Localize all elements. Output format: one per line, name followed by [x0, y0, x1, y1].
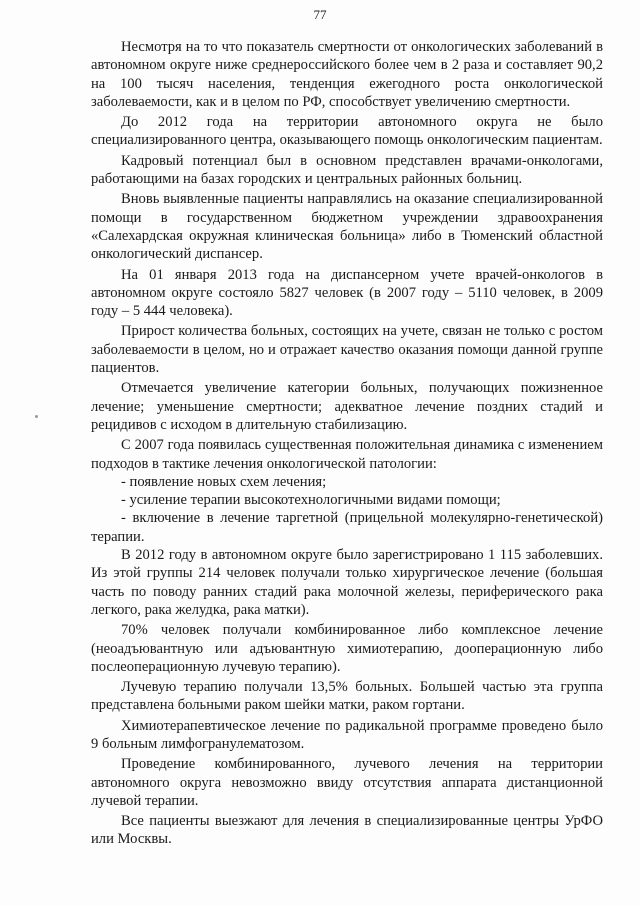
- paragraph: Все пациенты выезжают для лечения в специализированные центры УрФО или Москвы.: [91, 813, 603, 848]
- paragraph: 70% человек получали комбинированное либо комплексное лечение (неоадъювантную или адъювантную химиотерапию, дооперационную либо послеоперационную лучевую терапию).: [91, 622, 603, 675]
- paragraph: В 2012 году в автономном округе было зарегистрировано 1 115 заболевших. Из этой группы 214 человек получали только хирургическое лечение (большая часть по поводу ранних стадий рака молочной железы, периферического рака легкого, рака желудка, рака матки).: [91, 547, 603, 618]
- paragraph: Прирост количества больных, состоящих на учете, связан не только с ростом заболеваемости в целом, но и отражает качество оказания помощи данной группе пациентов.: [91, 323, 603, 377]
- paragraph: До 2012 года на территории автономного округа не было специализированного центра, оказывающего помощь онкологическим пациентам.: [91, 114, 603, 149]
- scan-speck: [35, 415, 38, 418]
- list-item: - включение в лечение таргетной (прицельной молекулярно-генетической) терапии.: [91, 510, 603, 545]
- list-item: - усиление терапии высокотехнологичными видами помощи;: [121, 492, 501, 509]
- paragraph: Несмотря на то что показатель смертности от онкологических заболеваний в автономном округе ниже среднероссийского более чем в 2 раза и составляет 90,2 на 100 тысяч населения, тенденция ежегодного роста онкологической заболеваемости, как и в целом по РФ, способствует увеличению смертности.: [91, 39, 603, 110]
- document-body: [91, 38, 603, 849]
- paragraph: Лучевую терапию получали 13,5% больных. Большей частью эта группа представлена больными раком шейки матки, раком гортани.: [91, 679, 603, 714]
- paragraph: Проведение комбинированного, лучевого лечения на территории автономного округа невозможно ввиду отсутствия аппарата дистанционной лучевой терапии.: [91, 756, 603, 809]
- paragraph: На 01 января 2013 года на диспансерном учете врачей-онкологов в автономном округе состояло 5827 человек (в 2007 году – 5110 человек, в 2009 году – 5 444 человека).: [91, 266, 603, 320]
- paragraph: С 2007 года появилась существенная положительная динамика с изменением подходов в тактике лечения онкологической патологии:: [91, 437, 603, 472]
- list-item: - появление новых схем лечения;: [121, 473, 327, 490]
- paragraph: Отмечается увеличение категории больных, получающих пожизненное лечение; уменьшение смертности; адекватное лечение поздних стадий и рецидивов с исходом в длительную стабилизацию.: [91, 380, 603, 433]
- paragraph: Кадровый потенциал был в основном представлен врачами-онкологами, работающими на базах городских и центральных районных больниц.: [91, 152, 603, 188]
- page-number: 77: [313, 7, 327, 22]
- paragraph: Вновь выявленные пациенты направлялись на оказание специализированной помощи в государственном бюджетном учреждении здравоохранения «Салехардская окружная клиническая больница» либо в Тюменский областной онкологический диспансер.: [91, 191, 603, 263]
- paragraph: Химиотерапевтическое лечение по радикальной программе проведено было 9 больным лимфогранулематозом.: [91, 717, 603, 752]
